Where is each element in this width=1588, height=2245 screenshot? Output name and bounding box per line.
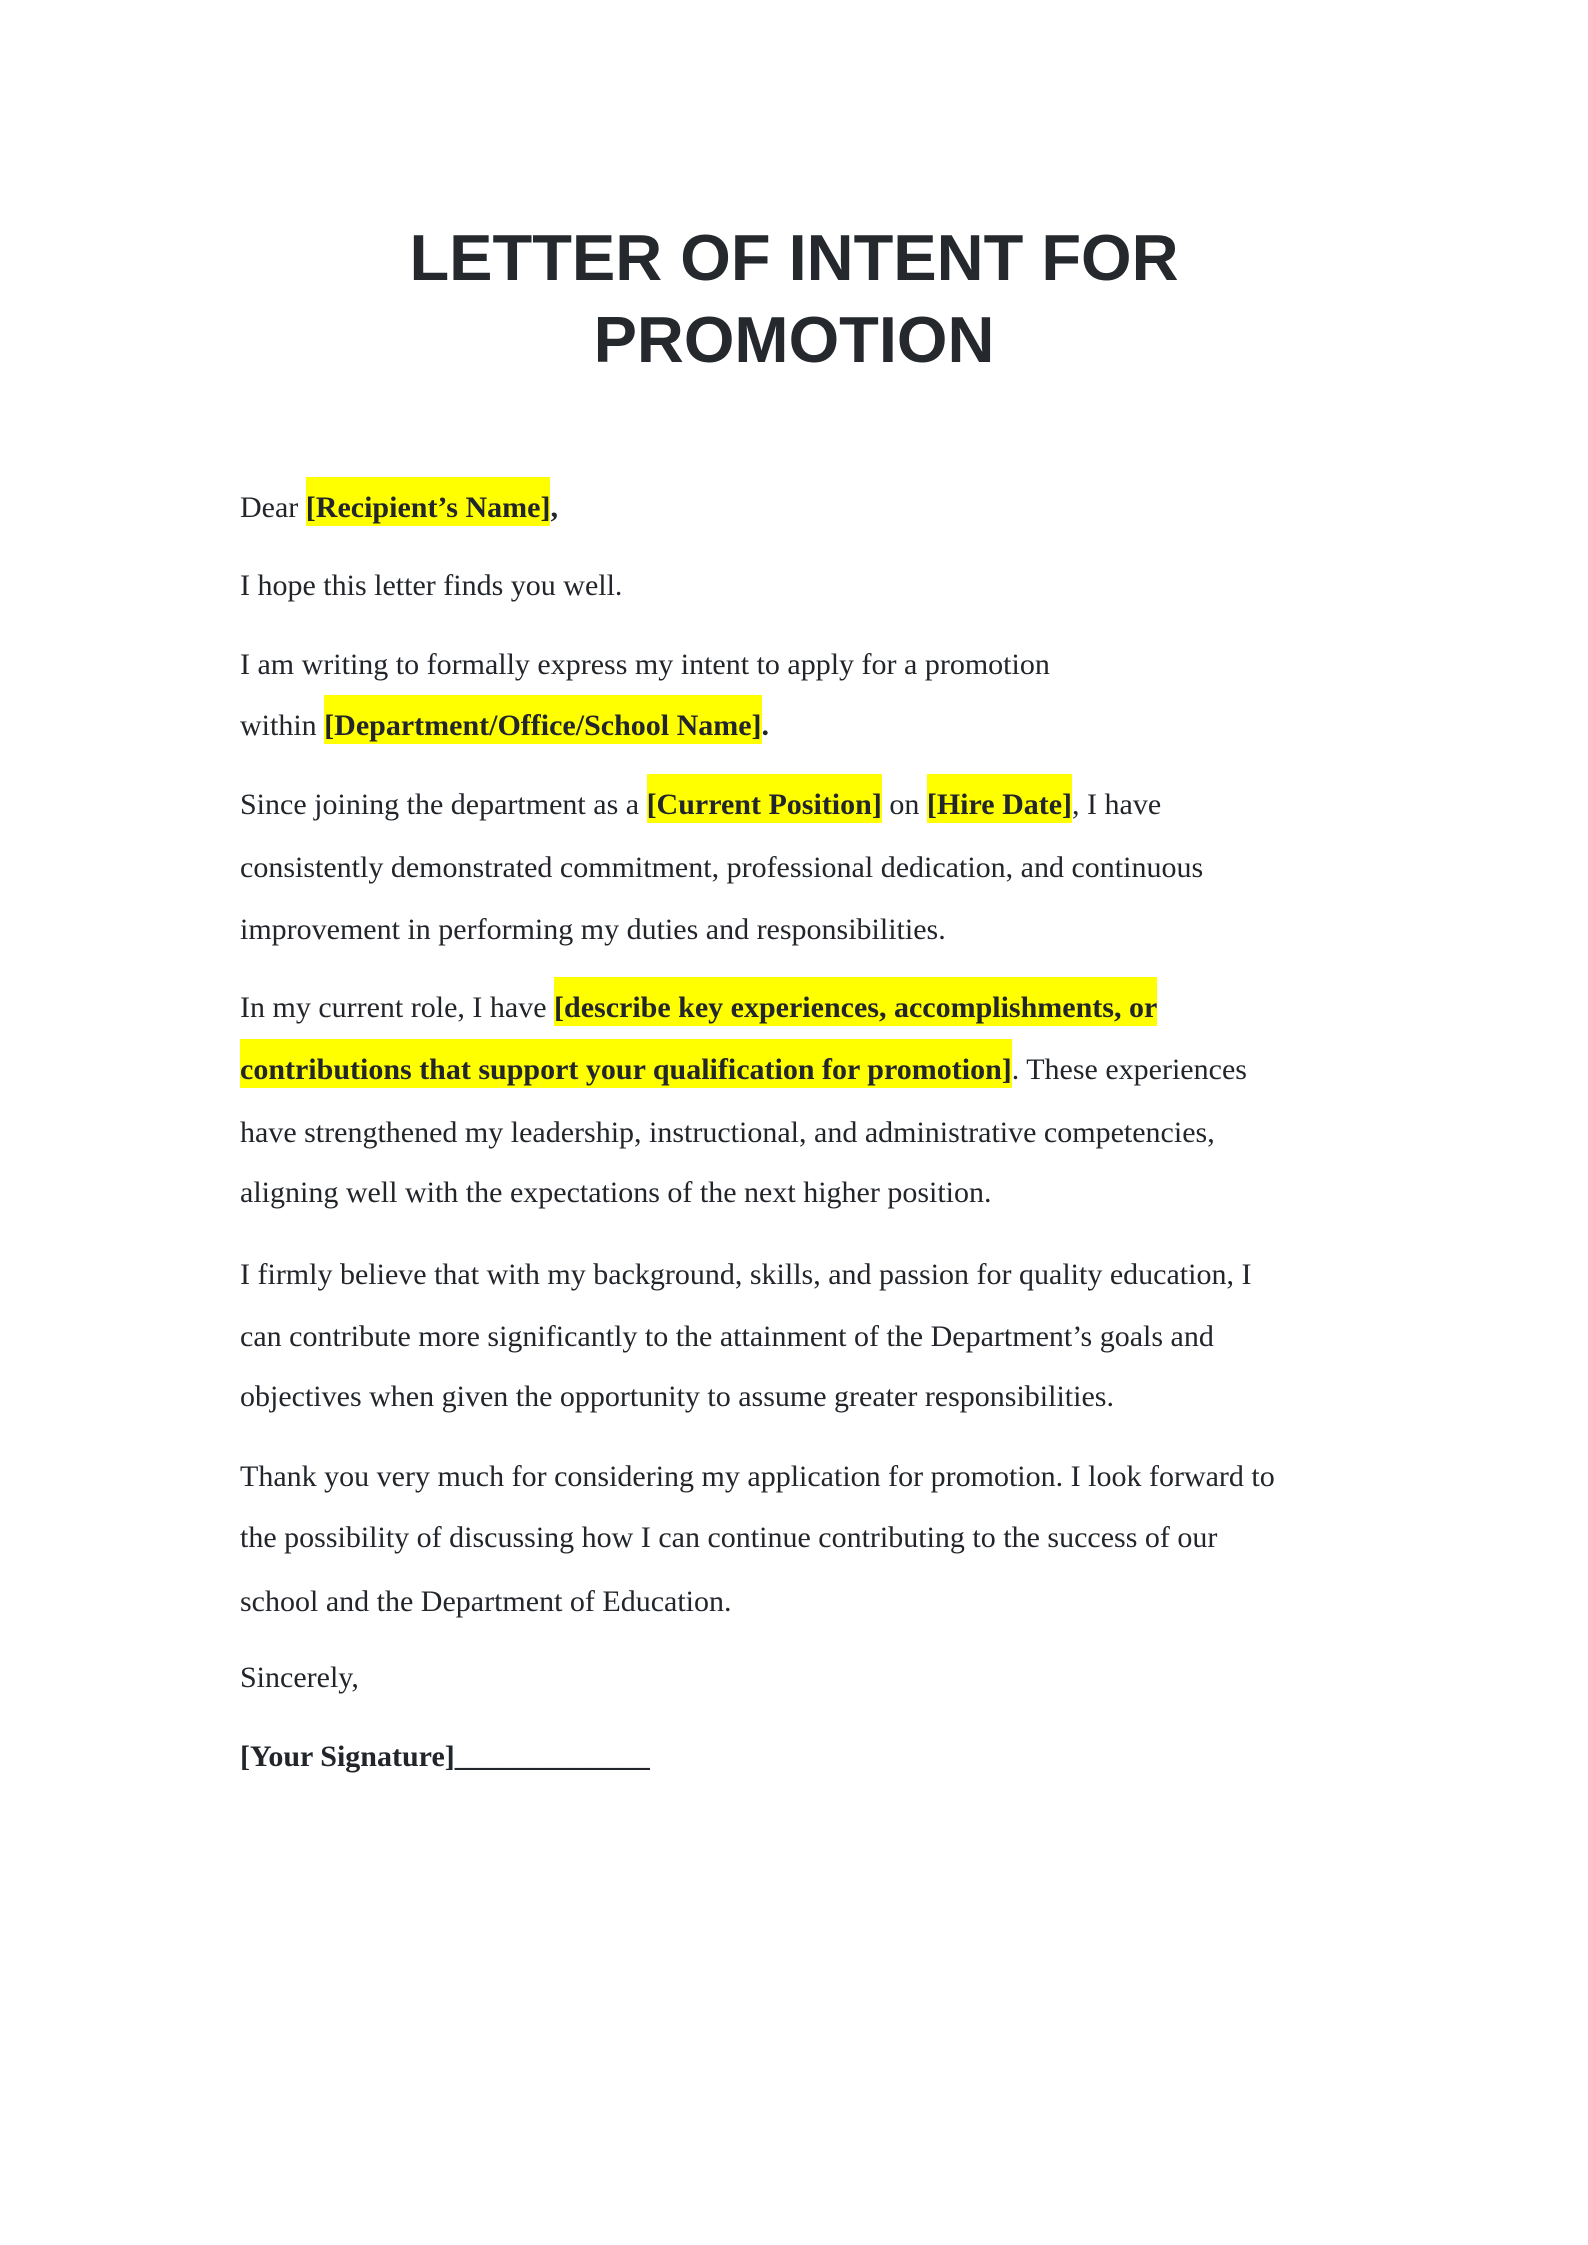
experiences-placeholder-part-1: [describe key experiences, accomplishments, or — [554, 977, 1157, 1026]
role-prefix: In my current role, I have — [240, 991, 555, 1024]
intent-within: within — [240, 709, 325, 742]
history-line-3: improvement in performing my duties and responsibilities. — [240, 913, 946, 946]
salutation — [240, 491, 558, 525]
intent-period: . — [761, 709, 770, 742]
opening-line: I hope this letter finds you well. — [240, 569, 623, 602]
hire-date-placeholder: [Hire Date] — [927, 774, 1072, 823]
thanks-line-1: Thank you very much for considering my application for promotion. I look forward to — [240, 1460, 1275, 1493]
role-line-3: have strengthened my leadership, instructional, and administrative competencies, — [240, 1116, 1215, 1149]
history-on: on — [881, 788, 927, 821]
role-line-1 — [240, 991, 1157, 1025]
closing: Sincerely, — [240, 1661, 359, 1694]
signature-placeholder: [Your Signature] — [240, 1740, 455, 1773]
role-line-4: aligning well with the expectations of the next higher position. — [240, 1176, 992, 1209]
signature-line — [240, 1740, 650, 1774]
belief-line-3: objectives when given the opportunity to assume greater responsibilities. — [240, 1380, 1114, 1413]
history-suffix: , I have — [1072, 788, 1162, 821]
signature-blank: _____________ — [454, 1740, 650, 1773]
thanks-line-3: school and the Department of Education. — [240, 1585, 732, 1618]
experiences-placeholder-part-2: contributions that support your qualification for promotion] — [240, 1039, 1012, 1088]
belief-line-1: I firmly believe that with my background, skills, and passion for quality education, I — [240, 1258, 1252, 1291]
thanks-line-2: the possibility of discussing how I can continue contributing to the success of our — [240, 1521, 1218, 1554]
belief-line-2: can contribute more significantly to the attainment of the Department’s goals and — [240, 1320, 1214, 1353]
salutation-prefix: Dear — [240, 491, 306, 524]
title-line-1: LETTER OF INTENT FOR — [409, 221, 1179, 294]
role-line-2 — [240, 1053, 1247, 1087]
intent-line-2 — [240, 709, 769, 743]
intent-line-1: I am writing to formally express my intent to apply for a promotion — [240, 648, 1050, 681]
department-placeholder: [Department/Office/School Name] — [324, 695, 761, 744]
history-prefix: Since joining the department as a — [240, 788, 647, 821]
title-line-2: PROMOTION — [593, 303, 995, 376]
history-line-1 — [240, 788, 1161, 822]
salutation-comma: , — [550, 491, 558, 524]
history-line-2: consistently demonstrated commitment, professional dedication, and continuous — [240, 851, 1204, 884]
recipient-name-placeholder: [Recipient’s Name] — [306, 477, 551, 526]
current-position-placeholder: [Current Position] — [647, 774, 882, 823]
role-suffix: . These experiences — [1011, 1053, 1247, 1086]
